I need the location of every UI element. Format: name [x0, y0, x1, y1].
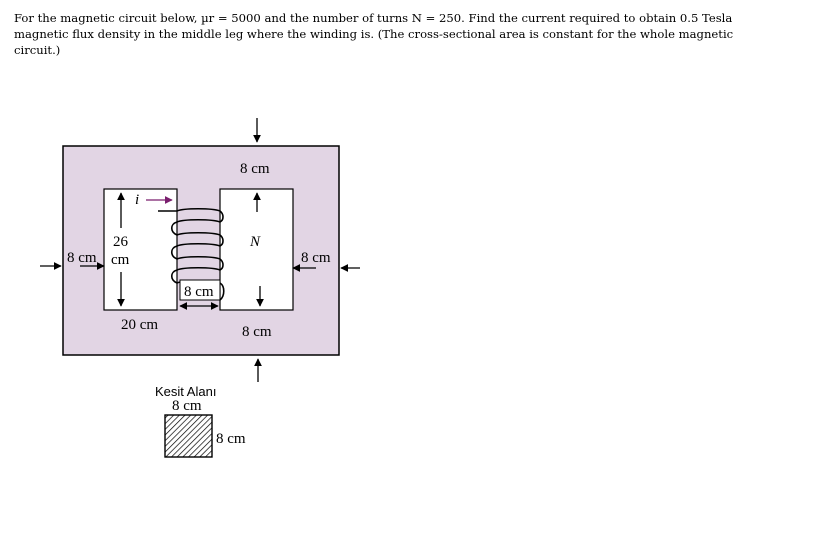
problem-line-3: circuit.)	[14, 43, 61, 57]
current-label: i	[135, 192, 140, 208]
right-leg-label: 8 cm	[301, 250, 331, 266]
inner-height-value: 26	[113, 234, 128, 250]
cross-section-width: 8 cm	[172, 398, 202, 414]
cross-section-title: Kesit Alanı	[155, 384, 217, 399]
turns-label: N	[250, 234, 261, 250]
top-leg-label: 8 cm	[240, 161, 270, 177]
problem-line-1: For the magnetic circuit below, µr = 5000 and the number of turns N = 250. Find the current required to obtain 0.5 Tesla	[14, 11, 733, 25]
problem-line-2: magnetic flux density in the middle leg where the winding is. (The cross-sectional area is constant for the whole magnetic	[14, 27, 734, 41]
cross-section-height: 8 cm	[216, 431, 246, 447]
inner-height-unit: cm	[111, 252, 130, 268]
bottom-leg-label: 8 cm	[242, 324, 272, 340]
window-width-label: 20 cm	[121, 317, 159, 333]
middle-leg-label: 8 cm	[184, 284, 214, 300]
left-leg-label: 8 cm	[67, 250, 97, 266]
cross-section-square	[165, 415, 212, 457]
